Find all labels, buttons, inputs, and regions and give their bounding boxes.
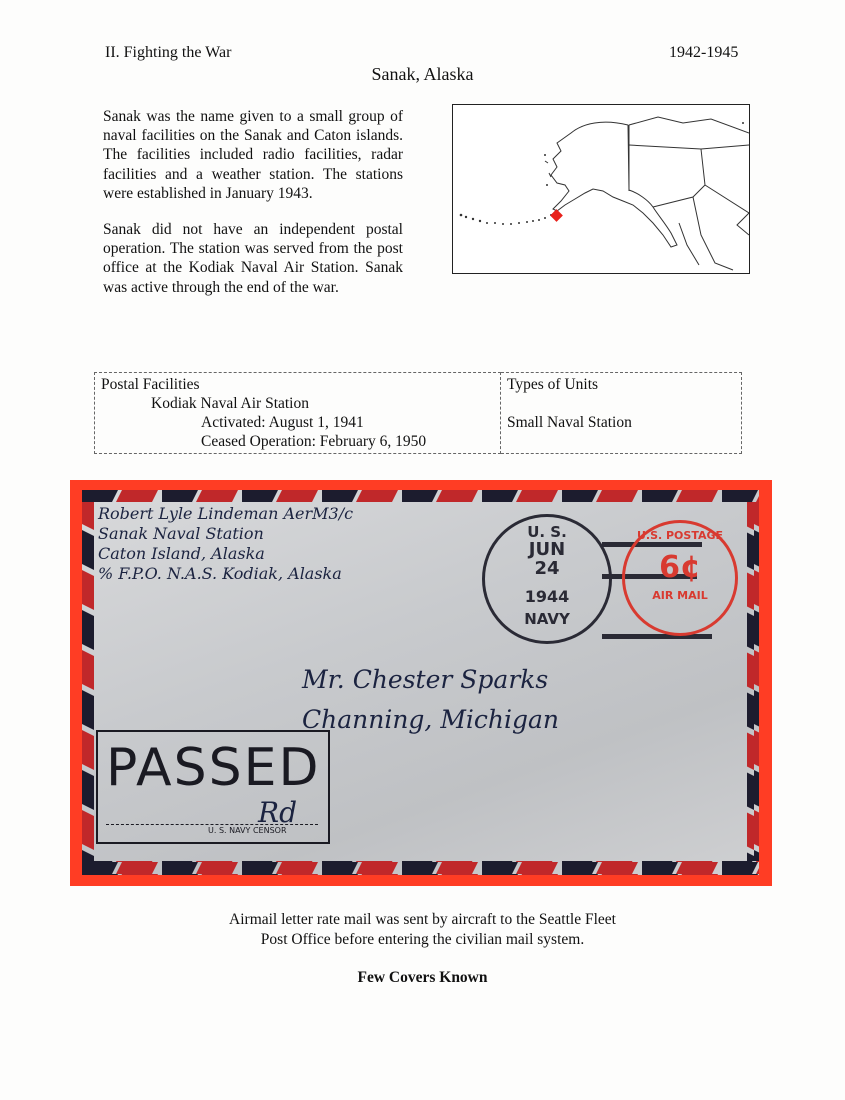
- airmail-stamp: [622, 520, 738, 636]
- navy-postmark: [482, 514, 612, 644]
- caption-line-1: Airmail letter rate mail was sent by aircraft to the Seattle Fleet: [229, 911, 616, 928]
- postmark-year: 1944: [524, 587, 570, 606]
- activated-date: Activated: August 1, 1941: [201, 414, 364, 431]
- return-address-line-3: Caton Island, Alaska: [98, 544, 265, 563]
- postmark-month: JUN: [528, 539, 566, 560]
- stamp-bottom-text: AIR MAIL: [652, 589, 708, 602]
- alaska-map-drawing: [453, 105, 749, 273]
- return-address: [98, 504, 353, 584]
- addressee: [302, 660, 559, 740]
- return-address-line-2: Sanak Naval Station: [98, 524, 264, 543]
- censor-signature-line: [106, 824, 318, 825]
- addressee-name: Mr. Chester Sparks: [302, 665, 549, 694]
- ceased-date: Ceased Operation: February 6, 1950: [201, 433, 427, 450]
- rarity-note: Few Covers Known: [357, 969, 488, 986]
- facilities-table: [94, 372, 742, 454]
- intro-text: [103, 107, 403, 314]
- unit-types-heading: Types of Units: [507, 376, 599, 393]
- unit-types-cell: [501, 373, 742, 454]
- killer-bar: [602, 634, 712, 639]
- caption-line-2: Post Office before entering the civilian mail system.: [260, 931, 585, 948]
- page-title: Sanak, Alaska: [371, 64, 474, 84]
- addressee-city: Channing, Michigan: [302, 705, 560, 734]
- intro-paragraph-2: Sanak did not have an independent postal operation. The station was served from the post office at the Kodiak Naval Air Station. Sanak was active through the end of the war.: [103, 221, 403, 296]
- alaska-map: [452, 104, 750, 274]
- airmail-envelope: [82, 490, 759, 875]
- post-office-name: Kodiak Naval Air Station: [151, 395, 309, 412]
- censor-initials: Rd: [258, 796, 298, 829]
- cover-frame: [70, 480, 772, 886]
- postal-facilities-cell: [95, 373, 501, 454]
- censor-passed: PASSED: [106, 738, 321, 798]
- postal-facilities-heading: Postal Facilities: [101, 376, 200, 393]
- sanak-location-marker: [550, 209, 563, 222]
- stamp-value: 6¢: [659, 550, 701, 585]
- postmark-bottom: NAVY: [524, 610, 570, 628]
- unit-type-value: Small Naval Station: [507, 414, 632, 431]
- censor-label: U. S. NAVY CENSOR: [208, 826, 287, 835]
- return-address-line-4: % F.P.O. N.A.S. Kodiak, Alaska: [98, 564, 342, 583]
- return-address-line-1: Robert Lyle Lindeman AerM3/c: [98, 504, 354, 523]
- cover-caption: [0, 910, 845, 950]
- stamp-top-text: U.S. POSTAGE: [636, 529, 724, 542]
- postmark-day: 24: [534, 558, 560, 579]
- postmark-top: U. S.: [527, 523, 567, 541]
- section-heading: II. Fighting the War: [105, 44, 232, 61]
- date-range: 1942-1945: [669, 44, 739, 61]
- censor-handstamp: [96, 730, 330, 844]
- intro-paragraph-1: Sanak was the name given to a small group of naval facilities on the Sanak and Caton islands. The facilities included radio facilities, radar facilities and a weather station. The stations were established in January 1943.: [103, 108, 403, 202]
